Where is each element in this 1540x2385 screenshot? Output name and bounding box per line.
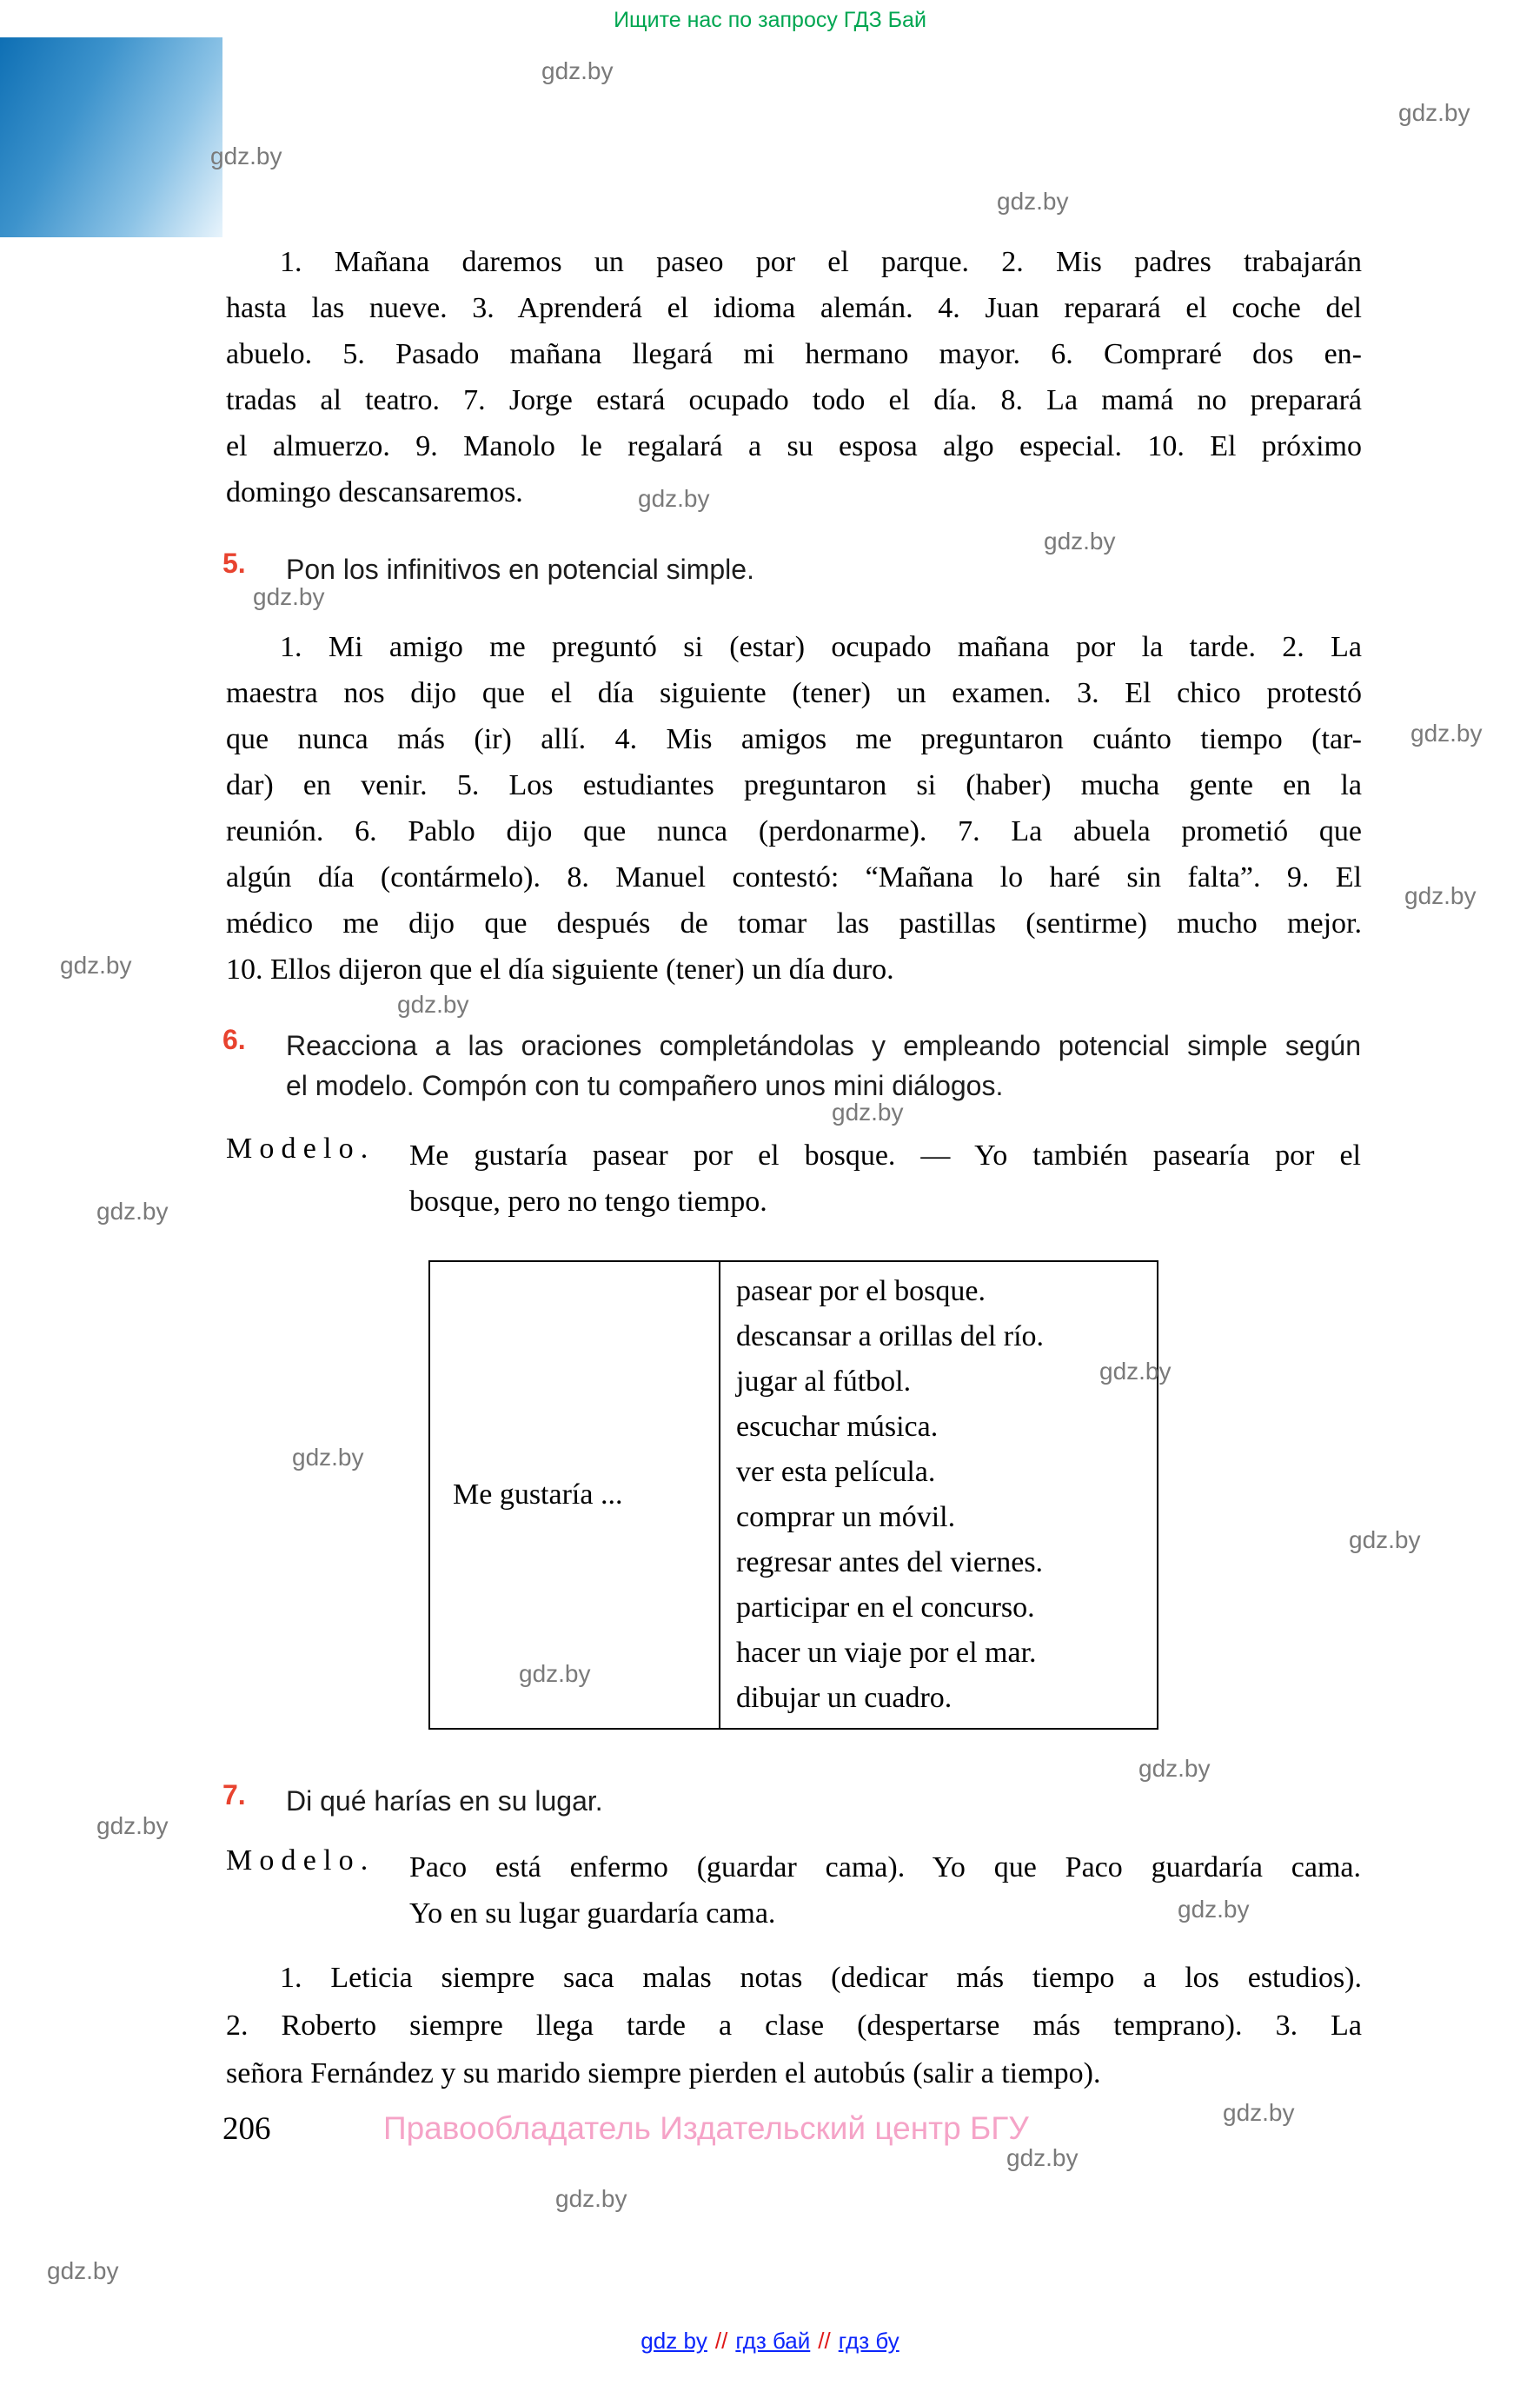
text-line: que nunca más (ir) allí. 4. Mis amigos me preguntaron cuánto tiempo (tar-	[226, 723, 1362, 755]
modelo-2-label: Modelo.	[226, 1844, 375, 1877]
text-line: escuchar música.	[736, 1411, 939, 1443]
gdz-watermark-text: gdz.by	[1138, 1755, 1211, 1782]
table-left-cell	[430, 1262, 720, 1728]
text-line: Reacciona a las oraciones completándolas y empleando potencial simple según	[286, 1030, 1361, 1061]
text-line: bosque, pero no tengo tiempo.	[409, 1186, 767, 1218]
gdz-watermark-text: gdz.by	[253, 583, 325, 610]
text-line: tradas al teatro. 7. Jorge estará ocupado todo el día. 8. La mamá no preparará	[226, 384, 1362, 416]
text-line: Pon los infinitivos en potencial simple.	[286, 554, 754, 585]
gdz-watermark-text: gdz.by	[292, 1444, 364, 1471]
text-line: algún día (contármelo). 8. Manuel contestó: “Mañana lo haré sin falta”. 9. El	[226, 861, 1362, 894]
gdz-watermark-text: gdz.by	[555, 2185, 627, 2212]
footer-link-separator: //	[818, 2328, 831, 2354]
text-line: el modelo. Compón con tu compañero unos mini diálogos.	[286, 1070, 1004, 1101]
text-line: regresar antes del viernes.	[736, 1546, 1044, 1578]
table-right-cell	[720, 1262, 1157, 1728]
gdz-watermark-text: gdz.by	[519, 1660, 591, 1687]
modelo-2-example-text	[409, 1844, 1361, 1937]
text-line: hacer un viaje por el mar.	[736, 1637, 1037, 1669]
gdz-watermark-text: gdz.by	[1099, 1358, 1172, 1385]
modelo-1-example-text	[409, 1133, 1361, 1225]
corner-gradient-decoration	[0, 37, 222, 237]
exercise-5-instruction	[286, 549, 1361, 589]
text-line: 10. Ellos dijeron que el día siguiente (tener) un día duro.	[226, 953, 894, 986]
gdz-watermark-text: gdz.by	[1006, 2144, 1079, 2171]
gdz-watermark-text: gdz.by	[1349, 1526, 1421, 1553]
text-line: 1. Leticia siempre saca malas notas (dedicar más tiempo a los estudios).	[280, 1962, 1362, 1994]
text-line: pasear por el bosque.	[736, 1275, 986, 1307]
text-line: dibujar un cuadro.	[736, 1682, 953, 1714]
text-line: Paco está enfermo (guardar cama). Yo que Paco guardaría cama.	[409, 1851, 1361, 1883]
future-tense-answers-paragraph	[226, 239, 1362, 515]
exercise-7-number: 7.	[222, 1779, 246, 1810]
gdz-watermark-text: gdz.by	[1044, 528, 1116, 555]
gdz-watermark-text: gdz.by	[60, 952, 132, 979]
text-line: Me gustaría pasear por el bosque. — Yo también pasearía por el	[409, 1139, 1361, 1172]
text-line: médico me dijo que después de tomar las pastillas (sentirme) mucho mejor.	[226, 907, 1362, 940]
gdz-watermark-text: gdz.by	[96, 1198, 169, 1225]
gdz-watermark-text: gdz.by	[210, 143, 282, 169]
text-line: señora Fernández y su marido siempre pierden el autobús (salir a tiempo).	[226, 2057, 1101, 2089]
footer-link[interactable]: гдз бай	[735, 2328, 811, 2354]
modelo-1-label: Modelo.	[226, 1133, 375, 1165]
exercise-6-number: 6.	[222, 1024, 246, 1055]
gdz-watermark-text: gdz.by	[997, 188, 1069, 215]
text-line: jugar al fútbol.	[736, 1365, 912, 1398]
text-line: Yo en su lugar guardaría cama.	[409, 1897, 776, 1930]
gdz-watermark-text: gdz.by	[832, 1099, 904, 1126]
text-line: 2. Roberto siempre llega tarde a clase (despertarse más temprano). 3. La	[226, 2010, 1362, 2042]
exercise-7-instruction	[286, 1781, 1361, 1821]
gdz-watermark-text: gdz.by	[638, 485, 710, 512]
conditional-task-paragraph	[226, 624, 1362, 993]
text-line: el almuerzo. 9. Manolo le regalará a su esposa algo especial. 10. El próximo	[226, 430, 1362, 462]
text-line: Di qué harías en su lugar.	[286, 1785, 603, 1817]
text-line: participar en el concurso.	[736, 1591, 1035, 1624]
exercise-6-instruction	[286, 1026, 1361, 1106]
footer-link-separator: //	[714, 2328, 728, 2354]
text-line: ver esta película.	[736, 1456, 936, 1488]
activities-table	[428, 1260, 1158, 1730]
in-his-place-task-paragraph	[226, 1954, 1362, 2097]
gdz-watermark-text: gdz.by	[1178, 1896, 1250, 1923]
publisher-copyright: Правообладатель Издательский центр БГУ	[383, 2110, 1029, 2146]
footer-link[interactable]: гдз бу	[838, 2328, 899, 2354]
gdz-watermark-text: gdz.by	[96, 1812, 169, 1839]
gdz-watermark-text: gdz.by	[1404, 882, 1477, 909]
gdz-watermark-text: gdz.by	[397, 991, 469, 1018]
text-line: comprar un móvil.	[736, 1501, 956, 1533]
text-line: abuelo. 5. Pasado mañana llegará mi hermano mayor. 6. Compraré dos en-	[226, 338, 1362, 370]
text-line: 1. Mi amigo me preguntó si (estar) ocupado mañana por la tarde. 2. La	[280, 631, 1362, 663]
text-line: domingo descansaremos.	[226, 476, 523, 508]
footer-links	[0, 2328, 1540, 2355]
text-line: dar) en venir. 5. Los estudiantes preguntaron si (haber) mucha gente en la	[226, 769, 1362, 801]
footer-link[interactable]: gdz by	[641, 2328, 707, 2354]
gdz-watermark-text: gdz.by	[1398, 99, 1470, 126]
text-line: reunión. 6. Pablo dijo que nunca (perdonarme). 7. La abuela prometió que	[226, 815, 1362, 847]
text-line: maestra nos dijo que el día siguiente (tener) un examen. 3. El chico protestó	[226, 677, 1362, 709]
text-line: 1. Mañana daremos un paseo por el parque. 2. Mis padres trabajarán	[280, 246, 1362, 278]
text-line: hasta las nueve. 3. Aprenderá el idioma alemán. 4. Juan reparará el coche del	[226, 292, 1362, 324]
text-line: descansar a orillas del río.	[736, 1320, 1045, 1352]
gdz-watermark-text: gdz.by	[1223, 2099, 1295, 2126]
gdz-watermark-text: gdz.by	[541, 57, 614, 84]
site-promo-text: Ищите нас по запросу ГДЗ Бай	[614, 8, 926, 32]
exercise-5-number: 5.	[222, 548, 246, 579]
table-left-text: Me gustaría ...	[453, 1478, 623, 1511]
page-number: 206	[222, 2111, 271, 2147]
gdz-watermark-text: gdz.by	[1411, 720, 1483, 747]
gdz-watermark-text: gdz.by	[47, 2257, 119, 2284]
